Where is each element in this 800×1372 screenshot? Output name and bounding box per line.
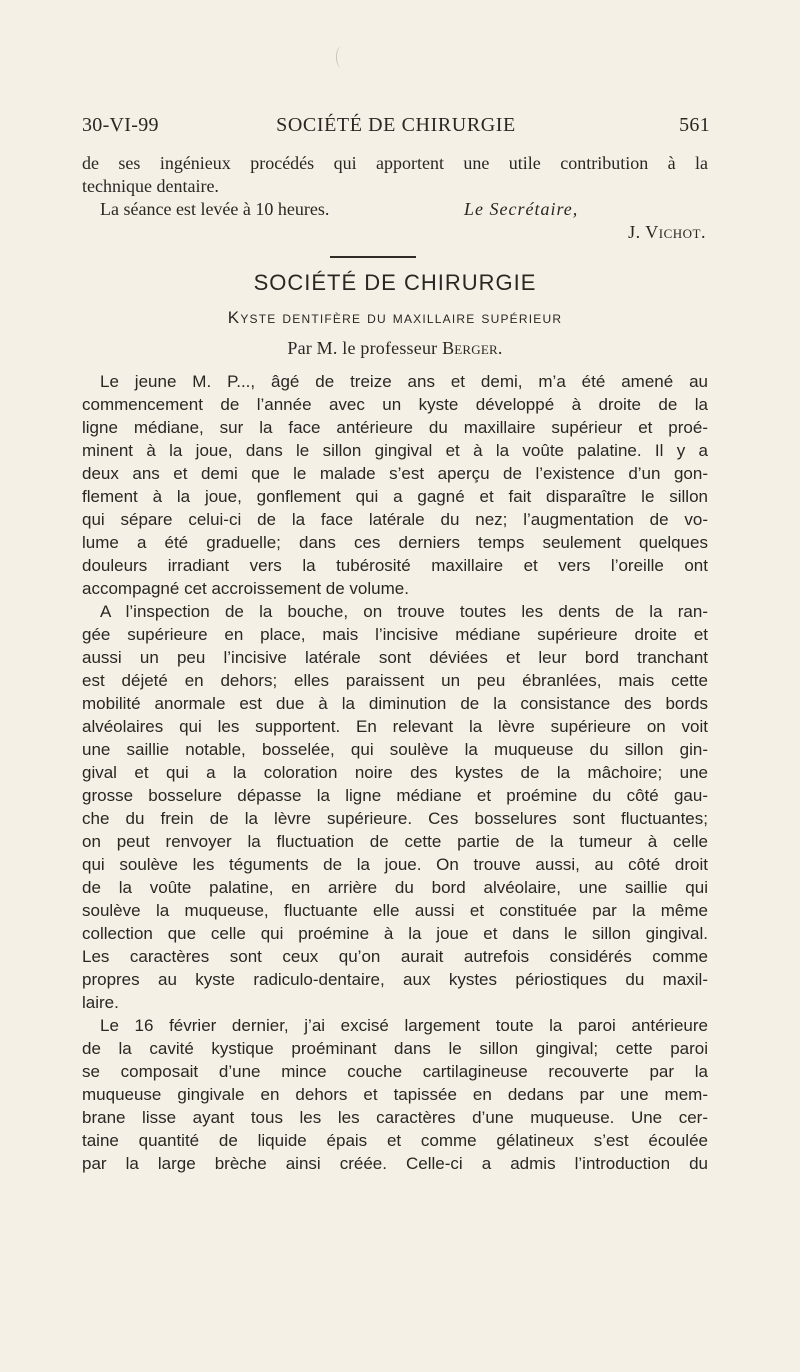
body-line: Le jeune M. P..., âgé de treize ans et demi, m’a été amené au — [100, 372, 708, 391]
body-line: gée supérieure en place, mais l’incisive médiane supérieure droite et — [82, 625, 708, 644]
body-line: soulève la muqueuse, fluctuante elle aussi et constituée par la même — [82, 901, 708, 920]
body-line: A l’inspection de la bouche, on trouve toutes les dents de la ran- — [100, 602, 708, 621]
body-line: minent à la joue, dans le sillon gingival et à la voûte palatine. Il y a — [82, 441, 708, 460]
article-body — [82, 370, 708, 1175]
body-line: est déjeté en dehors; elles paraissent un peu ébranlées, mais cette — [82, 671, 708, 690]
header-date: 30-VI-99 — [82, 114, 159, 136]
header-title: SOCIÉTÉ DE CHIRURGIE — [276, 114, 516, 136]
body-line: deux ans et demi que le malade s’est aperçu de l’existence d’un gon- — [82, 464, 708, 483]
body-line: Les caractères sont ceux qu’on aurait autrefois considérés comme — [82, 947, 708, 966]
page-number: 561 — [679, 114, 710, 136]
body-line: douleurs irradiant vers la tubérosité maxillaire et vers l’oreille ont — [82, 556, 708, 575]
body-line: aussi un peu l’incisive latérale sont déviées et leur bord tranchant — [82, 648, 708, 667]
body-line: laire. — [82, 993, 119, 1012]
body-line: ligne médiane, sur la face antérieure du maxillaire supérieur et proé- — [82, 418, 708, 437]
body-line: muqueuse gingivale en dehors et tapissée en dedans par une mem- — [82, 1085, 708, 1104]
body-line: flement à la joue, gonflement qui a gagné et fait disparaître le sillon — [82, 487, 708, 506]
body-line: accompagné cet accroissement de volume. — [82, 579, 409, 598]
body-line: qui sépare celui-ci de la face latérale du nez; l’augmentation de vo- — [82, 510, 708, 529]
article-subtitle: Kyste dentifère du maxillaire supérieur — [227, 308, 563, 327]
body-line: alvéolaires qui les supportent. En relevant la lèvre supérieure on voit — [82, 717, 708, 736]
article-author: Par M. le professeur Berger. — [287, 338, 503, 358]
secretary-signature: J. Vichot. — [628, 222, 706, 242]
body-line: lume a été graduelle; dans ces derniers temps seulement quelques — [82, 533, 708, 552]
body-line: de la cavité kystique proéminant dans le sillon gingival; cette paroi — [82, 1039, 708, 1058]
section-title: SOCIÉTÉ DE CHIRURGIE — [253, 270, 537, 295]
paper-mark — [336, 46, 347, 68]
body-line: se composait d’une mince couche cartilagineuse recouverte par la — [82, 1062, 708, 1081]
body-line: qui soulève les téguments de la joue. On trouve aussi, au côté droit — [82, 855, 708, 874]
body-line: brane lisse ayant tous les les caractères d’une muqueuse. Une cer- — [82, 1108, 708, 1127]
secretary-label: Le Secrétaire, — [464, 199, 579, 219]
body-line: une saillie notable, bosselée, qui soulève la muqueuse du sillon gin- — [82, 740, 708, 759]
body-line: gival et qui a la coloration noire des kystes de la mâchoire; une — [82, 763, 708, 782]
body-line: de la voûte palatine, en arrière du bord alvéolaire, une saillie qui — [82, 878, 708, 897]
seance-closing: La séance est levée à 10 heures. — [100, 199, 330, 219]
body-line: commencement de l’année avec un kyste développé à droite de la — [82, 395, 708, 414]
body-line: propres au kyste radiculo-dentaire, aux kystes périostiques du maxil- — [82, 970, 708, 989]
intro-line-2: technique dentaire. — [82, 176, 219, 196]
body-line: on peut renvoyer la fluctuation de cette partie de la tumeur à celle — [82, 832, 708, 851]
closing-row — [82, 198, 708, 221]
running-header — [82, 114, 710, 144]
body-line: mobilité anormale est due à la diminution de la consistance des bords — [82, 694, 708, 713]
body-line: Le 16 février dernier, j’ai excisé largement toute la paroi antérieure — [100, 1016, 708, 1035]
body-line: grosse bosselure dépasse la ligne médiane et proémine du côté gau- — [82, 786, 708, 805]
body-line: par la large brèche ainsi créée. Celle-ci a admis l’introduction du — [82, 1154, 708, 1173]
intro-line-1: de ses ingénieux procédés qui apportent une utile contribution à la — [82, 153, 708, 173]
body-line: collection que celle qui proémine à la joue et dans le sillon gingival. — [82, 924, 708, 943]
body-line: taine quantité de liquide épais et comme gélatineux s’est écoulée — [82, 1131, 708, 1150]
section-divider — [330, 256, 416, 258]
intro-text — [82, 152, 708, 244]
author-surname: Berger. — [442, 338, 503, 358]
body-line: che du frein de la lèvre supérieure. Ces bosselures sont fluctuantes; — [82, 809, 708, 828]
